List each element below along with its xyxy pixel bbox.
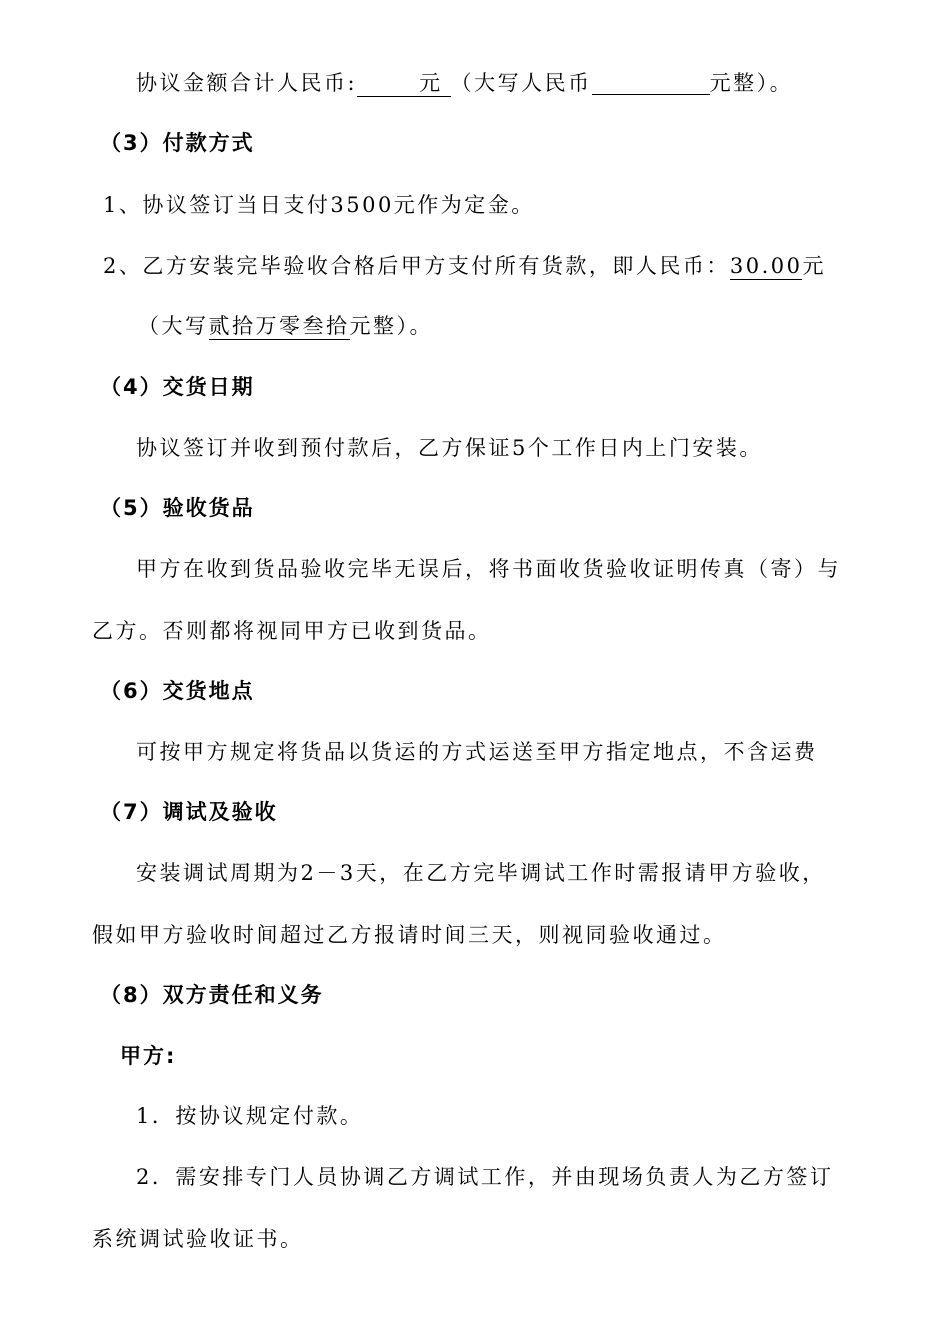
payment-item-2-amount: 30.00 — [729, 254, 803, 278]
payment-item-2 — [103, 256, 826, 280]
payment-item-1: 1、协议签订当日支付3500元作为定金。 — [103, 193, 535, 217]
delivery-place-heading: （6）交货地点 — [100, 679, 255, 703]
payment-uppercase-prefix: （大写 — [138, 314, 209, 338]
commissioning-text-line-1: 安装调试周期为2－3天，在乙方完毕调试工作时需报请甲方验收， — [136, 861, 826, 885]
amount-suffix: 元整）。 — [709, 71, 794, 95]
party-a-item-2-line-2: 系统调试验收证书。 — [92, 1227, 304, 1251]
amount-uppercase-label: （大写人民币 — [450, 71, 592, 95]
amount-blank-field[interactable] — [357, 73, 451, 97]
payment-uppercase-amount: 贰拾万零叁拾 — [208, 314, 350, 338]
payment-item-2-text: 2、乙方安装完毕验收合格后甲方支付所有货款，即人民币： — [103, 254, 730, 278]
amount-total-line — [136, 73, 793, 97]
delivery-date-text: 协议签订并收到预付款后，乙方保证5个工作日内上门安装。 — [136, 436, 763, 460]
commissioning-heading: （7）调试及验收 — [100, 800, 278, 824]
payment-uppercase-suffix: 元整）。 — [349, 314, 433, 338]
amount-prefix: 协议金额合计人民币: — [136, 71, 358, 95]
delivery-date-heading: （4）交货日期 — [100, 375, 255, 399]
delivery-place-text: 可按甲方规定将货品以货运的方式运送至甲方指定地点，不含运费 — [136, 740, 818, 764]
amount-unit: 元 — [419, 71, 443, 95]
inspection-text-line-1: 甲方在收到货品验收完毕无误后，将书面收货验收证明传真（寄）与 — [136, 557, 841, 581]
payment-item-2-uppercase — [138, 316, 433, 340]
payment-heading: （3）付款方式 — [100, 131, 255, 155]
amount-uppercase-blank[interactable] — [592, 93, 710, 95]
commissioning-text-line-2: 假如甲方验收时间超过乙方报请时间三天，则视同验收通过。 — [92, 923, 727, 947]
inspection-heading: （5）验收货品 — [100, 496, 255, 520]
party-a-item-2-line-1: 2．需安排专门人员协调乙方调试工作，并由现场负责人为乙方签订 — [136, 1165, 834, 1189]
payment-item-2-unit: 元 — [802, 254, 826, 278]
party-a-item-1: 1．按协议规定付款。 — [136, 1104, 364, 1128]
party-a-label: 甲方: — [120, 1044, 177, 1068]
inspection-text-line-2: 乙方。否则都将视同甲方已收到货品。 — [92, 619, 492, 643]
responsibilities-heading: （8）双方责任和义务 — [100, 983, 324, 1007]
